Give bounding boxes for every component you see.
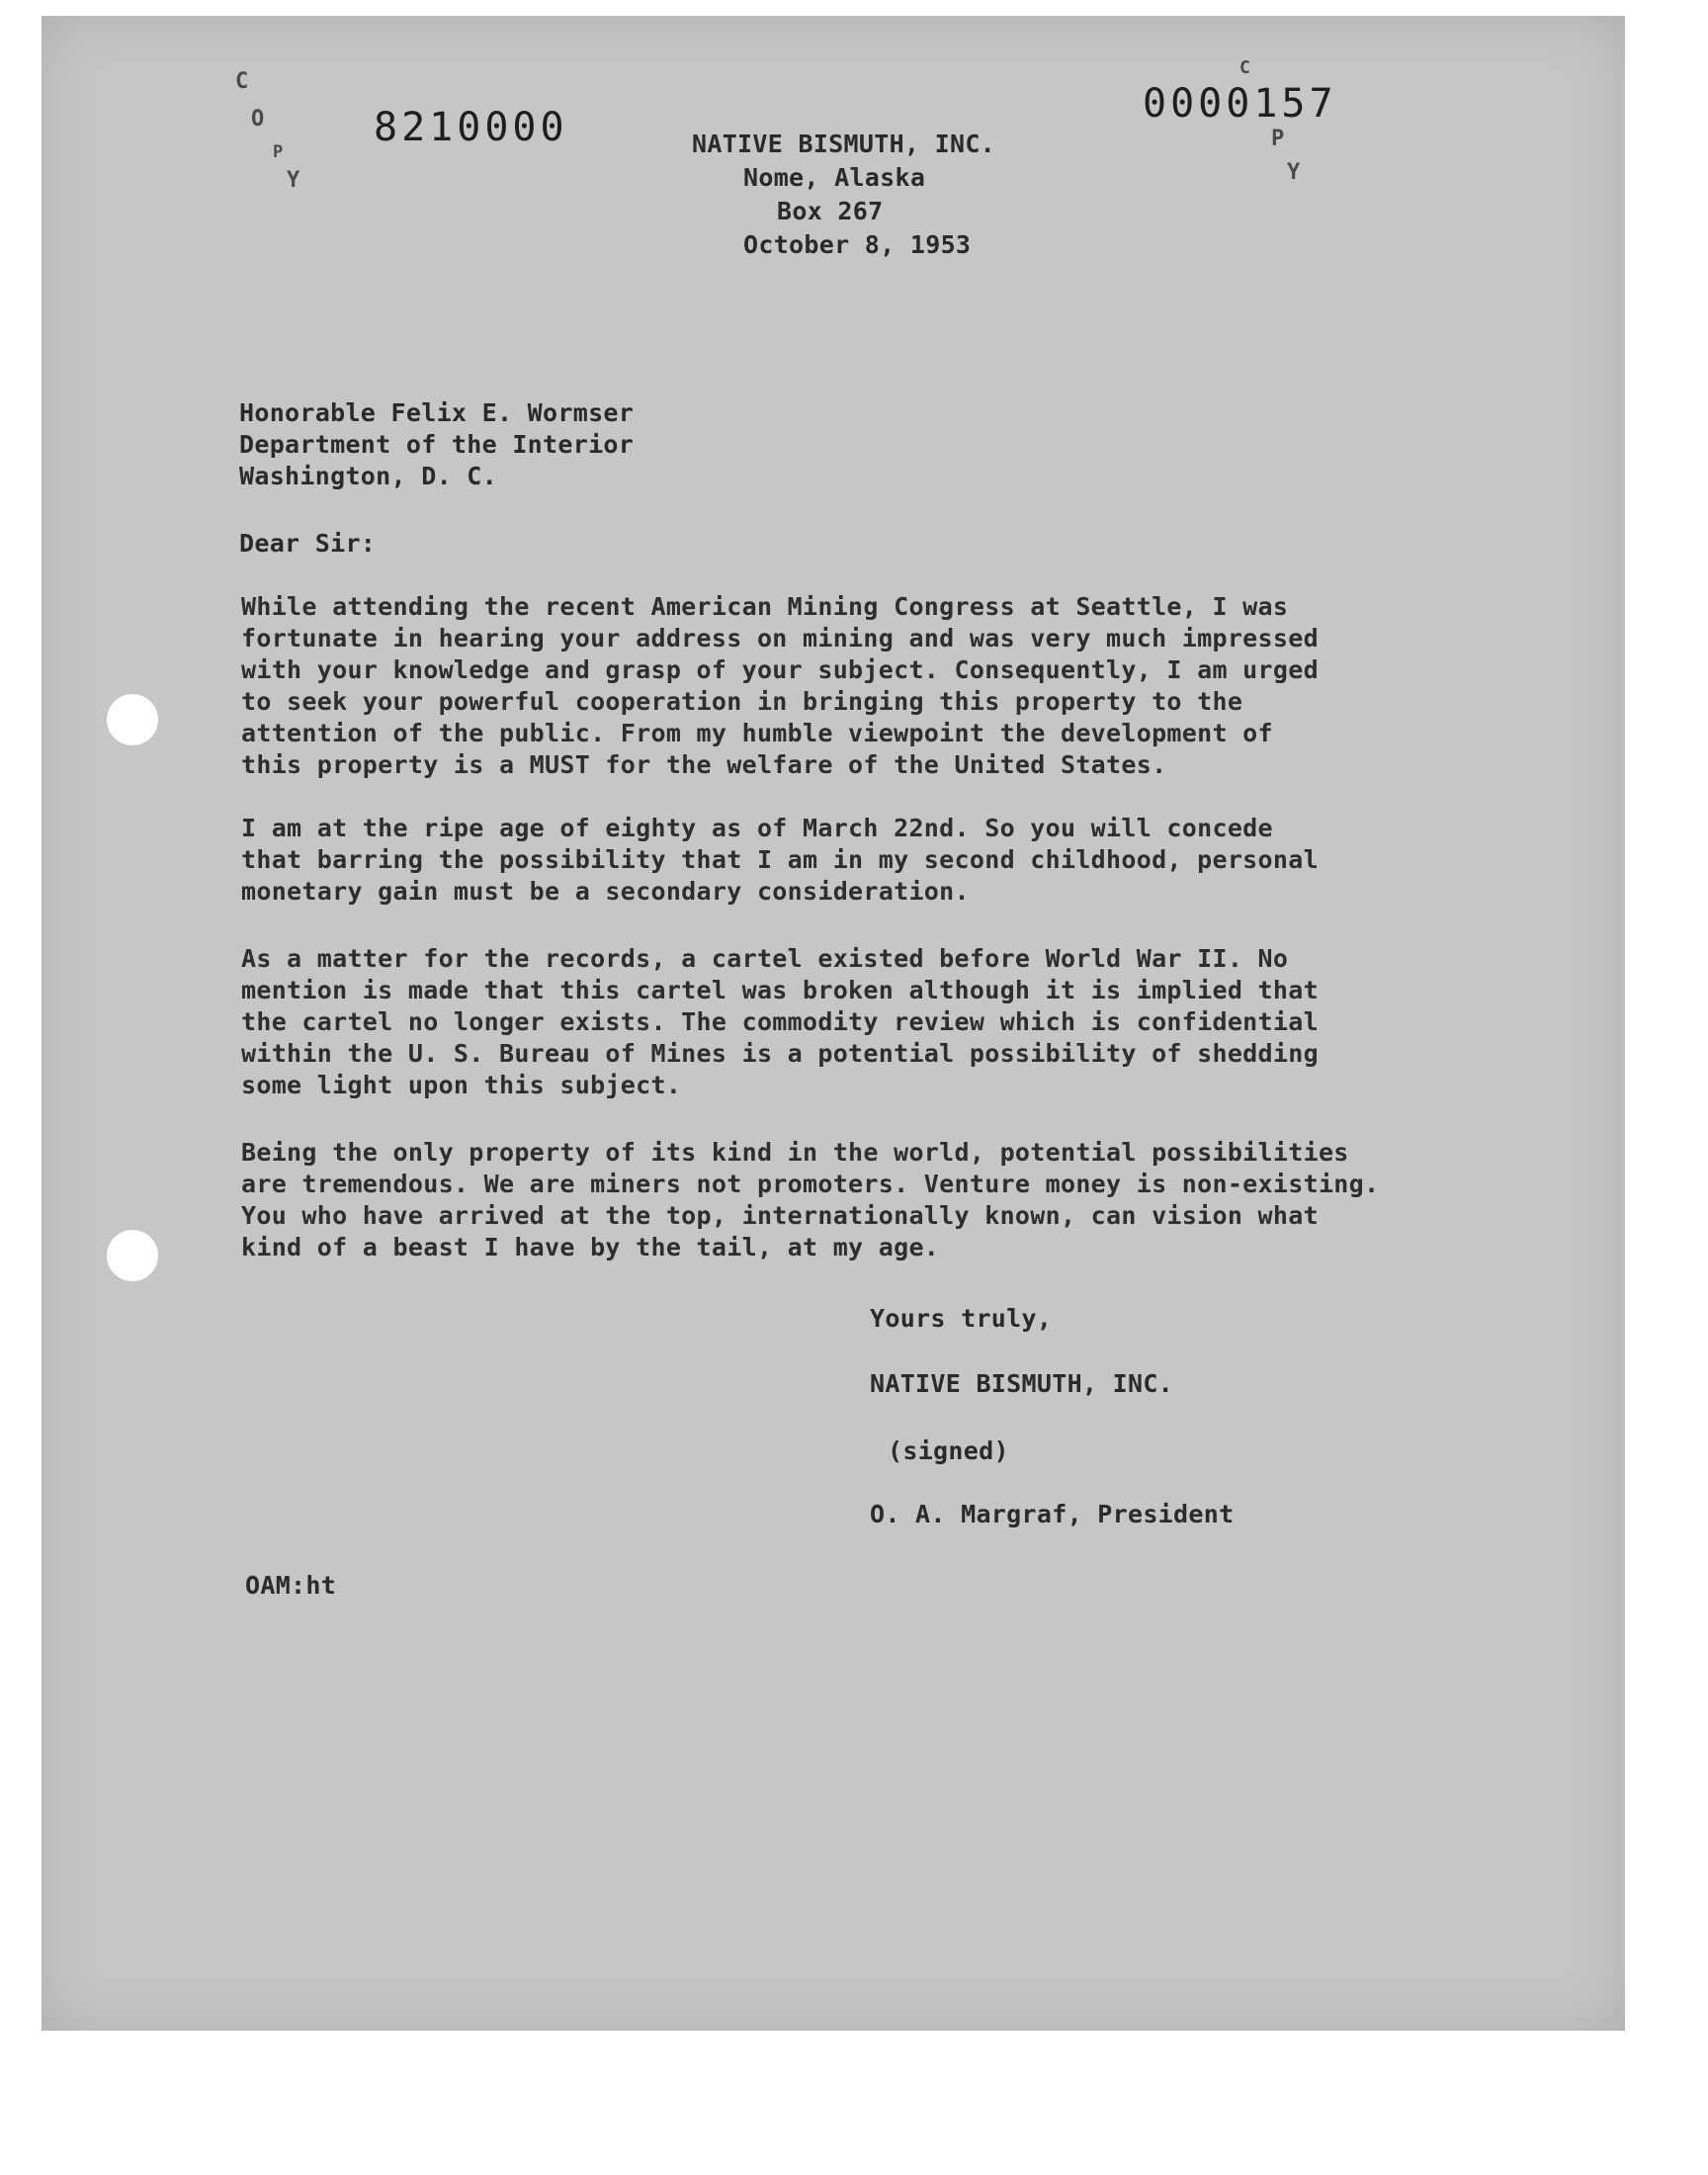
copy-stamp-right-c: C bbox=[1239, 57, 1250, 78]
paragraph-line: to seek your powerful cooperation in bringing this property to the bbox=[241, 687, 1243, 716]
paragraph-line: with your knowledge and grasp of your subject. Consequently, I am urged bbox=[241, 655, 1319, 684]
body-paragraph-1 bbox=[241, 591, 1546, 781]
reference-initials: OAM:ht bbox=[245, 1571, 337, 1600]
copy-stamp-left-o: O bbox=[251, 107, 265, 131]
body-paragraph-4 bbox=[241, 1137, 1546, 1263]
paragraph-line: While attending the recent American Mining Congress at Seattle, I was bbox=[241, 592, 1289, 621]
paragraph-line: You who have arrived at the top, internationally known, can vision what bbox=[241, 1201, 1319, 1230]
paragraph-line: mention is made that this cartel was broken although it is implied that bbox=[241, 976, 1319, 1004]
stamp-number-right: 0000157 bbox=[1143, 81, 1337, 127]
stamp-number-left: 8210000 bbox=[374, 105, 568, 150]
paragraph-line: that barring the possibility that I am in my second childhood, personal bbox=[241, 845, 1319, 874]
complimentary-close: Yours truly, bbox=[870, 1304, 1053, 1333]
body-paragraph-3 bbox=[241, 943, 1546, 1101]
paragraph-line: fortunate in hearing your address on mining and was very much impressed bbox=[241, 624, 1319, 652]
punch-hole-top bbox=[107, 694, 158, 745]
paragraph-line: are tremendous. We are miners not promoters. Venture money is non-existing. bbox=[241, 1170, 1380, 1198]
recipient-department: Department of the Interior bbox=[239, 430, 635, 459]
paragraph-line: monetary gain must be a secondary consideration. bbox=[241, 877, 970, 906]
paragraph-line: I am at the ripe age of eighty as of March 22nd. So you will concede bbox=[241, 814, 1273, 842]
copy-stamp-left-y: Y bbox=[287, 168, 300, 193]
paragraph-line: this property is a MUST for the welfare of the United States. bbox=[241, 750, 1167, 779]
paragraph-line: some light upon this subject. bbox=[241, 1071, 682, 1099]
closing-company: NATIVE BISMUTH, INC. bbox=[870, 1369, 1174, 1398]
punch-hole-bottom bbox=[107, 1230, 158, 1281]
recipient-name: Honorable Felix E. Wormser bbox=[239, 398, 635, 427]
paragraph-line: attention of the public. From my humble viewpoint the development of bbox=[241, 719, 1273, 747]
signed-note: (signed) bbox=[888, 1436, 1009, 1465]
copy-stamp-right-y: Y bbox=[1287, 160, 1301, 185]
paragraph-line: kind of a beast I have by the tail, at my age. bbox=[241, 1233, 940, 1262]
paragraph-line: As a matter for the records, a cartel existed before World War II. No bbox=[241, 944, 1289, 973]
recipient-city: Washington, D. C. bbox=[239, 462, 497, 490]
letterhead-city: Nome, Alaska bbox=[743, 163, 926, 192]
paragraph-line: the cartel no longer exists. The commodity review which is confidential bbox=[241, 1007, 1319, 1036]
letterhead-box: Box 267 bbox=[777, 197, 884, 225]
copy-stamp-left-p: P bbox=[273, 142, 284, 162]
copy-stamp-right-p: P bbox=[1271, 127, 1285, 151]
letterhead-company: NATIVE BISMUTH, INC. bbox=[692, 130, 996, 158]
signer-name: O. A. Margraf, President bbox=[870, 1500, 1235, 1528]
paragraph-line: within the U. S. Bureau of Mines is a potential possibility of shedding bbox=[241, 1039, 1319, 1068]
paragraph-line: Being the only property of its kind in the world, potential possibilities bbox=[241, 1138, 1349, 1167]
copy-stamp-left-c: C bbox=[235, 69, 249, 94]
body-paragraph-2 bbox=[241, 813, 1546, 908]
letter-date: October 8, 1953 bbox=[743, 230, 972, 259]
salutation: Dear Sir: bbox=[239, 529, 377, 558]
